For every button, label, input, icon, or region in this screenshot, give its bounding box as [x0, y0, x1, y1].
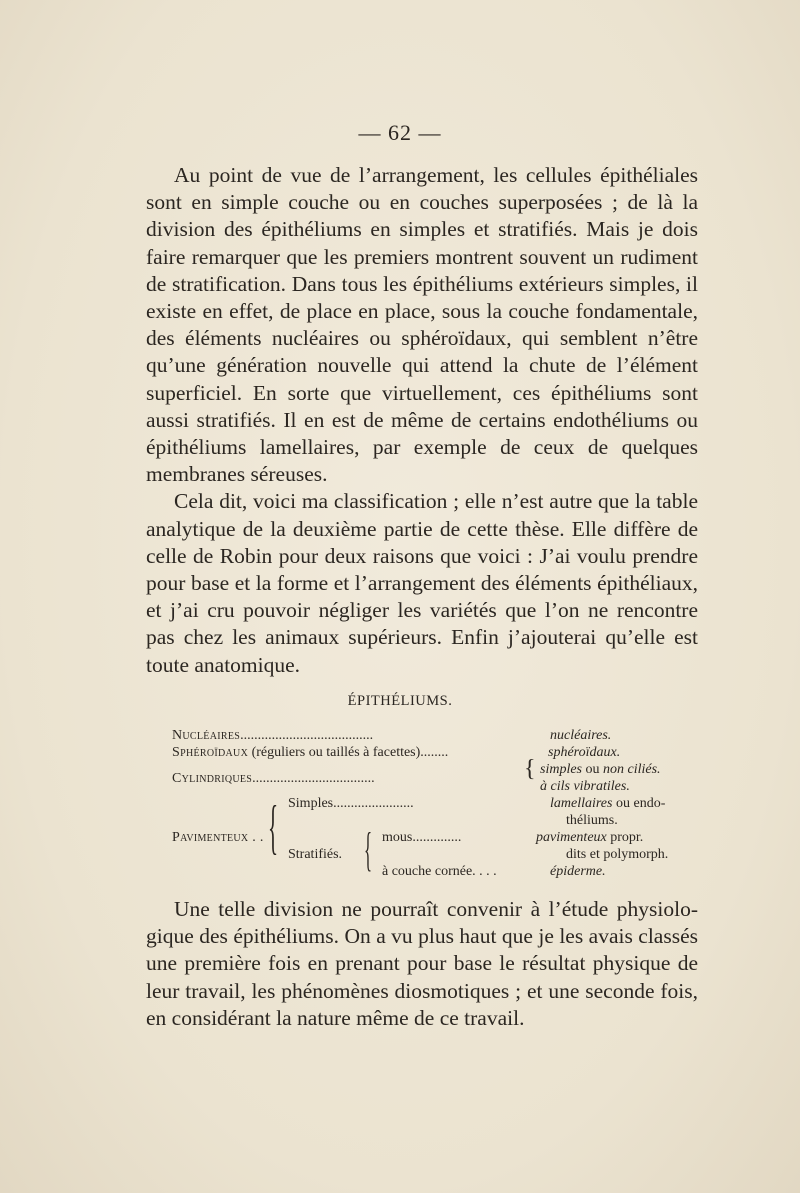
leader-dots: ........: [420, 745, 449, 760]
result-strat-cornee: épiderme.: [550, 864, 606, 879]
brace-cylindriques: {: [524, 756, 536, 782]
paragraph-arrangement: Au point de vue de l’arrangement, les cellules épithéliales sont en simple couche ou en couches superposées ; de là la division des épithéliums en simples et stratifiés. Mais je dois faire remarquer que les premiers montrent souvent un rudiment de stratification. Dans tous les épithéliums extérieurs simples, il existe en effet, de place en place, sous la couche fondamentale, des éléments nucléaires ou sphéroïdaux, qui semblent n’être qu’une génération nouvelle qui attend la chute de l’élément superficiel. En sorte que virtuellement, ces épithéliums sont aussi stratifiés. Il en est de même de certains endothéliums ou épithéliums lamellaires, par exemple de ceux de quelques membranes séreuses.: [146, 163, 698, 487]
leader-dots: ...................................: [252, 771, 375, 786]
page-number: — 62 —: [358, 120, 442, 145]
text-block-top: [146, 162, 698, 679]
row-strat-mous: mous..............: [382, 830, 462, 845]
paragraph-classification: Cela dit, voici ma classification ; elle n’est autre que la table analytique de la deuxième partie de cette thèse. Elle diffère de celle de Robin pour deux raisons que voici : J’ai voulu prendre pour base et la forme et l’arrangement des éléments épithéliaux, et j’ai cru pouvoir négliger les variétés que l’on ne rencontre pas chez les animaux supérieurs. Enfin j’ajouterai qu’elle est toute anatomique.: [146, 489, 698, 677]
label-nucleaires: Nucléaires: [172, 728, 241, 743]
row-spheroidaux: [172, 744, 448, 761]
row-cylindriques: [172, 770, 375, 787]
detail-spheroidaux: (réguliers ou taillés à facettes): [251, 745, 421, 760]
result-spheroidaux: sphéroïdaux.: [548, 745, 621, 760]
result-strat-mous: pavimenteux propr.: [536, 830, 644, 845]
result-pav-simples-cont: théliums.: [566, 813, 618, 828]
text-block-bottom: [146, 896, 698, 1032]
result-strat-mous-cont: dits et polymorph.: [566, 847, 669, 862]
row-nucleaires: [172, 727, 373, 744]
result-cylindriques-simples: simples ou non ciliés.: [540, 762, 661, 777]
leader-dots: ..............: [412, 830, 462, 845]
result-pav-simples: lamellaires ou endo-: [550, 796, 666, 811]
leader-dots: . . . .: [472, 864, 497, 879]
row-strat-cornee: à couche cornée. . . .: [382, 864, 497, 879]
label-pavimenteux: Pavimenteux . .: [172, 830, 264, 845]
label-cylindriques: Cylindriques: [172, 771, 253, 786]
table-title: ÉPITHÉLIUMS.: [347, 693, 453, 709]
leader-dots: .......................: [333, 796, 414, 811]
label-stratifies: Stratifiés.: [288, 847, 343, 862]
brace-stratifies: {: [364, 823, 373, 876]
row-pav-simples: Simples.......................: [288, 796, 414, 811]
result-cylindriques-cils: à cils vibratiles.: [540, 779, 630, 794]
result-nucleaires: nucléaires.: [550, 728, 612, 743]
paragraph-physiology: Une telle division ne pourraît convenir à l’étude physiologique des épithéliums. On a vu plus haut que je les avais classés une première fois en prenant pour base le résultat physique de leur travail, les phénomènes diosmotiques ; et une seconde fois, en considérant la nature même de ce travail.: [146, 897, 698, 1030]
label-spheroidaux: Sphéroïdaux: [172, 745, 249, 760]
leader-dots: ......................................: [240, 728, 374, 743]
brace-pavimenteux: {: [268, 794, 279, 860]
